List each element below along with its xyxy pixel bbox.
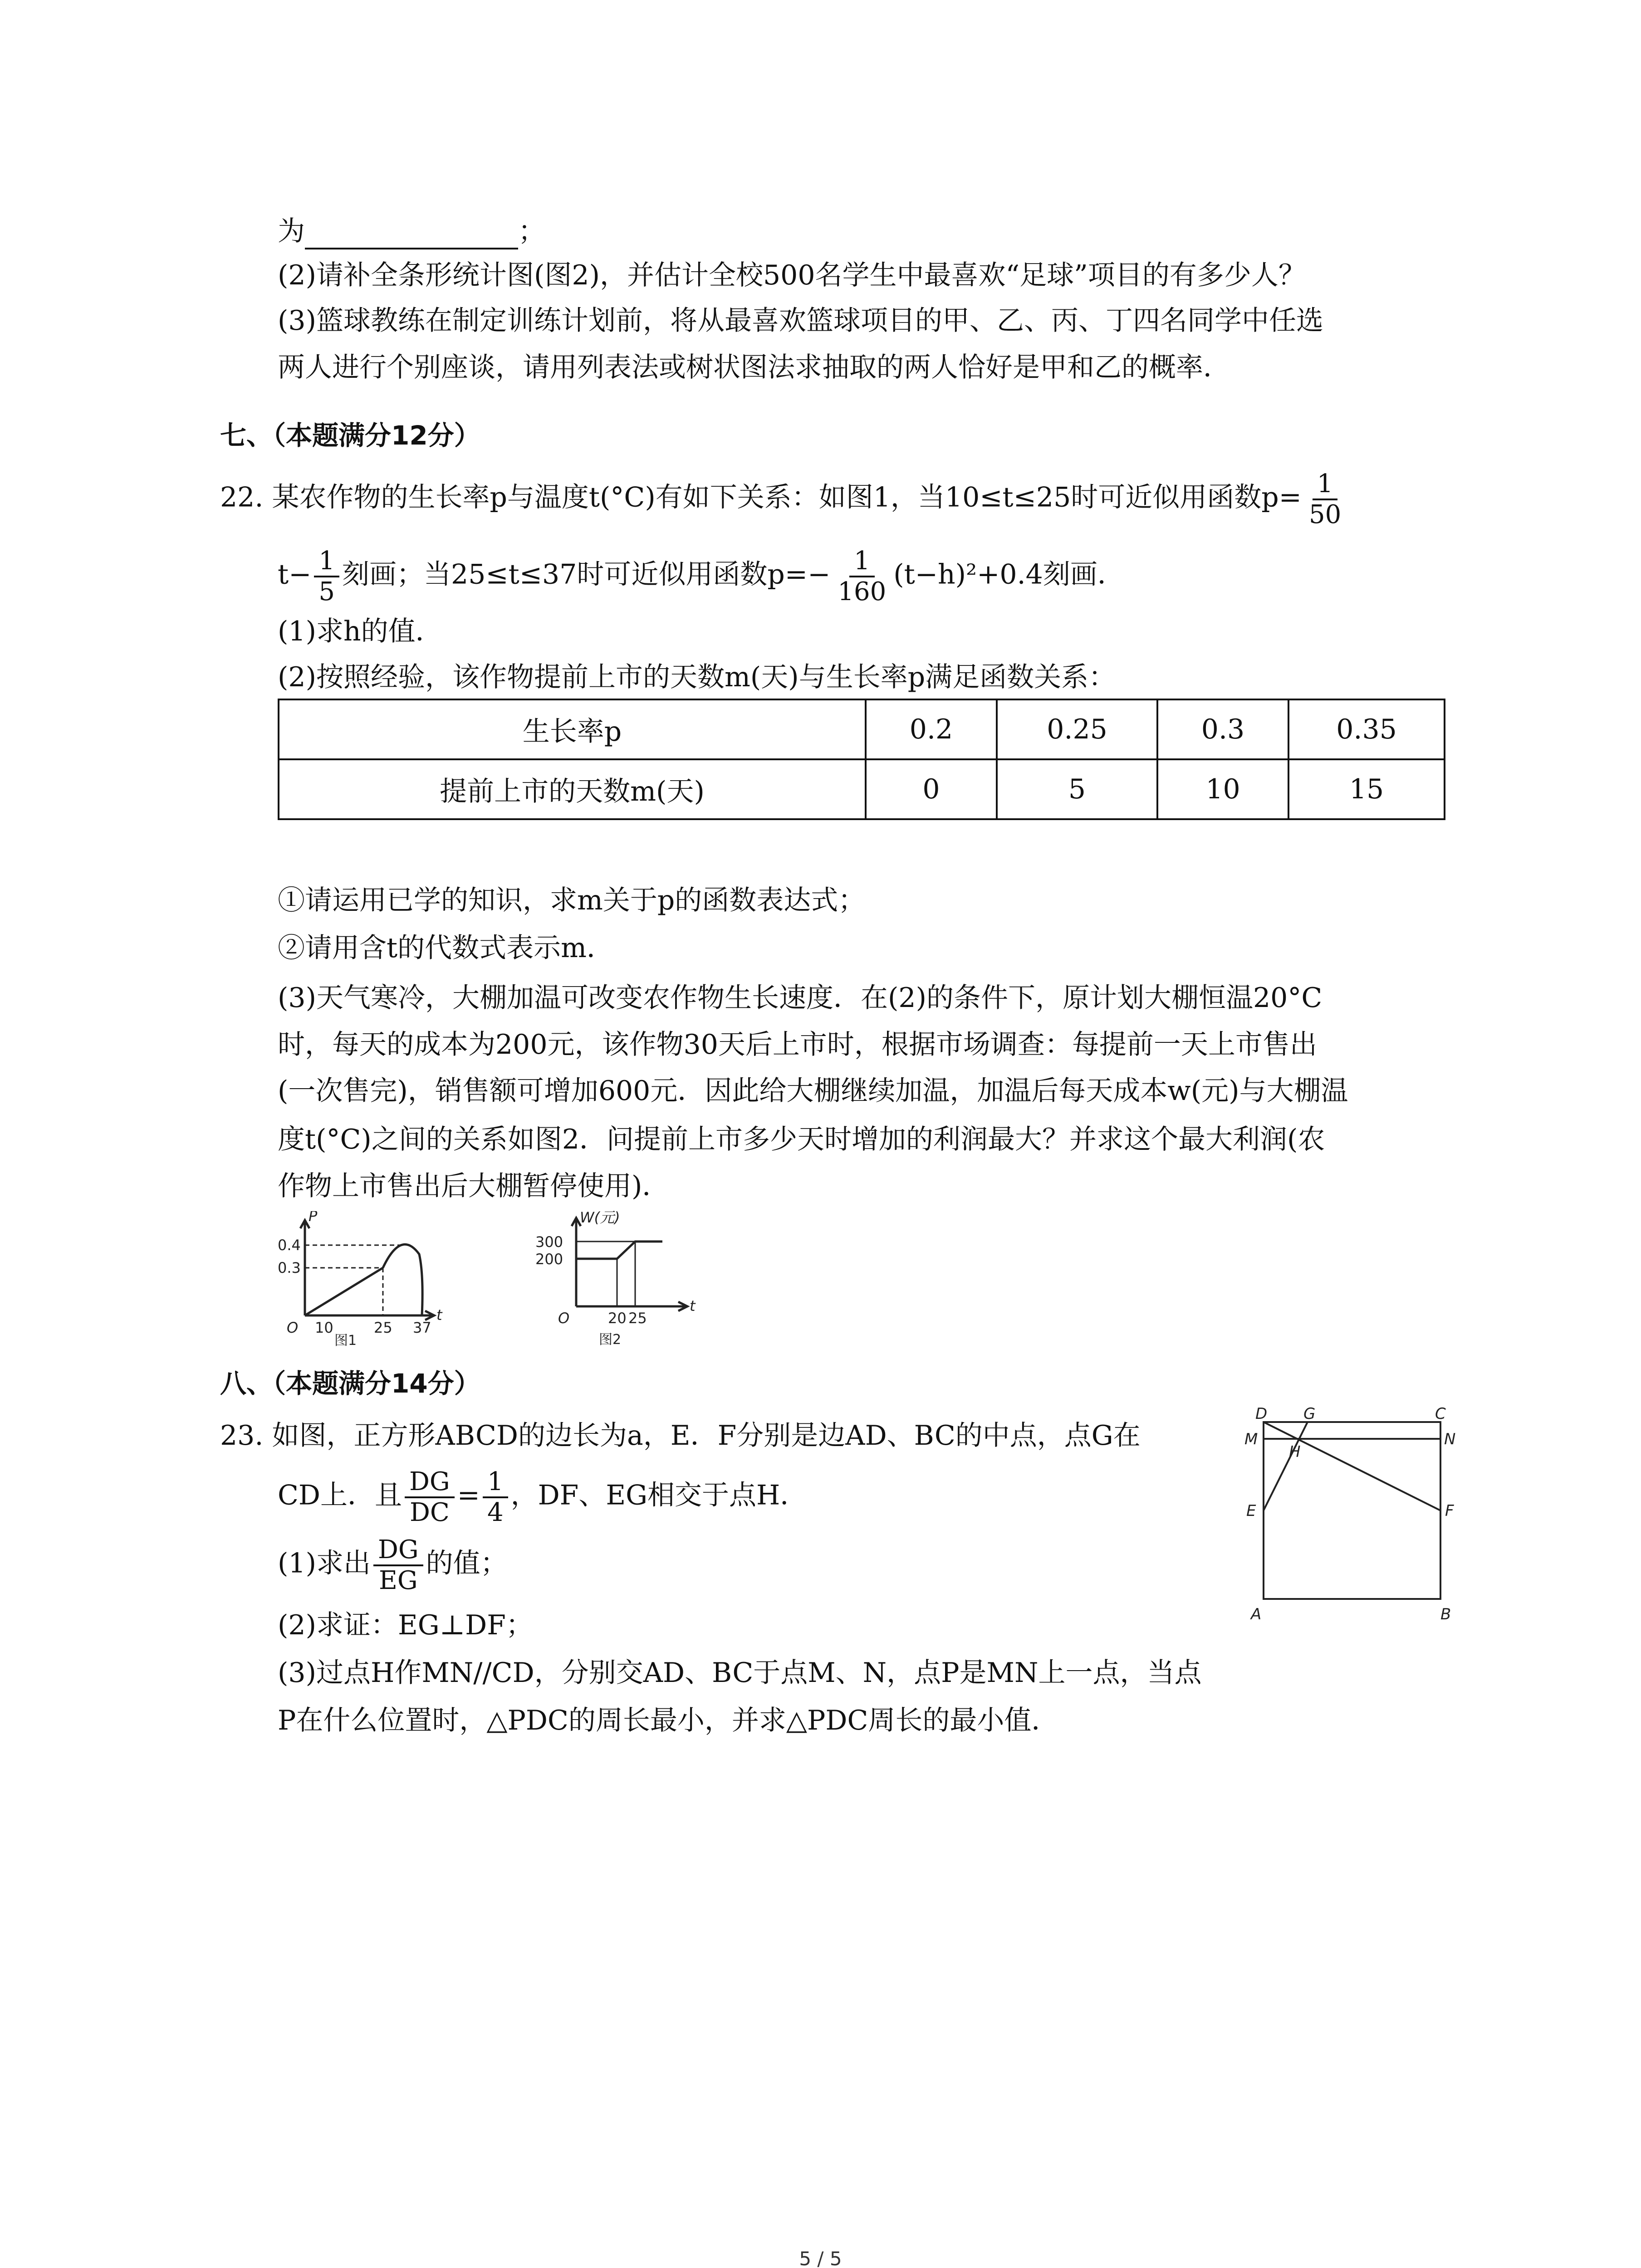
fig2-ytick: 200 [535, 1251, 563, 1268]
parabola-segment [383, 1244, 422, 1315]
fig2-ylabel: W(元) [580, 1209, 620, 1226]
q23-line2: CD上．且 $\frac{DG}{DC}$ = $\frac{1}{4}$ ，DF、EG相交于点H． [278, 1467, 808, 1527]
table-cell: 0.3 [1157, 699, 1288, 759]
label-n: N [1444, 1430, 1456, 1448]
label-h: H [1289, 1443, 1301, 1461]
fig1-xtick: 25 [374, 1319, 392, 1336]
fig1-origin: O [287, 1319, 299, 1336]
figure-1-graph [278, 1211, 468, 1347]
fig1-xtick: 10 [315, 1319, 333, 1336]
section-heading-8: 八、（本题满分14分） [220, 1368, 480, 1399]
fig2-xlabel: t [690, 1297, 696, 1315]
label-a: A [1251, 1605, 1262, 1623]
q23-sub2: (2)求证：EG⊥DF； [278, 1609, 533, 1641]
page-number: 5 / 5 [799, 2248, 842, 2268]
label-e: E [1246, 1502, 1256, 1520]
figure-2-graph [526, 1209, 717, 1347]
table-cell: 0.25 [997, 699, 1157, 759]
q22-c1: ①请运用已学的知识，求m关于p的函数表达式； [278, 885, 866, 916]
table-row [279, 699, 1445, 759]
answer-blank [305, 220, 518, 249]
label-g: G [1303, 1406, 1316, 1423]
fig1-ytick: 0.3 [278, 1259, 301, 1276]
table-cell: 10 [1157, 759, 1288, 819]
fig1-xtick: 37 [413, 1319, 431, 1336]
line-df [1264, 1422, 1440, 1510]
table-cell: 0.2 [866, 699, 997, 759]
q22-sub2: (2)按照经验，该作物提前上市的天数m(天)与生长率p满足函数关系： [278, 661, 1116, 693]
fraction-1-50: $\frac{1}{50}$ [1308, 469, 1342, 529]
fig2-caption: 图2 [599, 1332, 622, 1347]
label-c: C [1435, 1406, 1446, 1423]
fig2-xtick: 25 [628, 1310, 647, 1327]
label-d: D [1255, 1406, 1268, 1423]
q22-c2: ②请用含t的代数式表示m． [278, 932, 614, 964]
fraction-dg-eg: $\frac{DG}{EG}$ [373, 1535, 423, 1595]
square-figure [1232, 1406, 1468, 1624]
fig2-xtick: 20 [608, 1310, 627, 1327]
q22-line2: t− $\frac{1}{5}$ 刻画；当25≤t≤37时可近似用函数p=− $\frac{1}{160}$ (t−h)²+0.4刻画． [278, 546, 1125, 606]
table-cell: 生长率p [279, 699, 866, 759]
prev-line1: 为 ； [278, 213, 545, 249]
fig1-xlabel: t [436, 1306, 442, 1324]
q22-sub3-line4: 度t(°C)之间的关系如图2．问提前上市多少天时增加的利润最大？并求这个最大利润(农 [278, 1124, 1325, 1155]
linear-segment [305, 1268, 383, 1315]
table-cell: 0 [866, 759, 997, 819]
q23-line1: 23. 如图，正方形ABCD的边长为a，E．F分别是边AD、BC的中点，点G在 [220, 1420, 1141, 1452]
prev-q3-line2: 两人进行个别座谈，请用列表法或树状图法求抽取的两人恰好是甲和乙的概率． [278, 352, 1230, 383]
prev-q2: (2)请补全条形统计图(图2)，并估计全校500名学生中最喜欢“足球”项目的有多少人？ [278, 259, 1306, 291]
line-eg [1264, 1422, 1308, 1510]
table-cell: 15 [1288, 759, 1445, 819]
fig2-origin: O [558, 1310, 570, 1327]
growth-table [278, 699, 1445, 820]
fraction-1-5: $\frac{1}{5}$ [314, 547, 339, 606]
prev-q3-line1: (3)篮球教练在制定训练计划前，将从最喜欢篮球项目的甲、乙、丙、丁四名同学中任选 [278, 305, 1323, 337]
fraction-dg-dc: $\frac{DG}{DC}$ [405, 1467, 455, 1527]
fig1-caption: 图1 [334, 1333, 357, 1347]
label-f: F [1445, 1502, 1454, 1520]
cost-line [576, 1242, 662, 1259]
table-row [279, 759, 1445, 819]
fig1-ylabel: P [309, 1211, 318, 1225]
q22-sub3-line1: (3)天气寒冷，大棚加温可改变农作物生长速度．在(2)的条件下，原计划大棚恒温20°C [278, 982, 1323, 1014]
q23-sub1: (1)求出 $\frac{DG}{EG}$ 的值； [278, 1535, 508, 1595]
q23-sub3-line1: (3)过点H作MN//CD，分别交AD、BC于点M、N，点P是MN上一点，当点 [278, 1657, 1202, 1689]
label-m: M [1244, 1430, 1258, 1448]
table-cell: 提前上市的天数m(天) [279, 759, 866, 819]
fig1-ytick: 0.4 [278, 1237, 301, 1254]
fraction-1-160: $\frac{1}{160}$ [838, 546, 887, 606]
fig2-ytick: 300 [535, 1233, 563, 1251]
q22-sub1: (1)求h的值． [278, 616, 443, 647]
table-cell: 5 [997, 759, 1157, 819]
q22-line1: 22. 某农作物的生长率p与温度t(°C)有如下关系：如图1，当10≤t≤25时可近似用函数p= $\frac{1}{50}$ [220, 469, 1348, 529]
q22-sub3-line2: 时，每天的成本为200元，该作物30天后上市时，根据市场调查：每提前一天上市售出 [278, 1029, 1317, 1061]
label-b: B [1440, 1605, 1451, 1623]
q23-sub3-line2: P在什么位置时，△PDC的周长最小，并求△PDC周长的最小值． [278, 1705, 1059, 1736]
table-cell: 0.35 [1288, 699, 1445, 759]
section-heading-7: 七、（本题满分12分） [220, 420, 480, 451]
q22-sub3-line3: (一次售完)，销售额可增加600元．因此给大棚继续加温，加温后每天成本w(元)与大棚温 [278, 1075, 1348, 1107]
q22-sub3-line5: 作物上市售出后大棚暂停使用)． [278, 1170, 670, 1202]
fraction-1-4: $\frac{1}{4}$ [483, 1467, 508, 1527]
